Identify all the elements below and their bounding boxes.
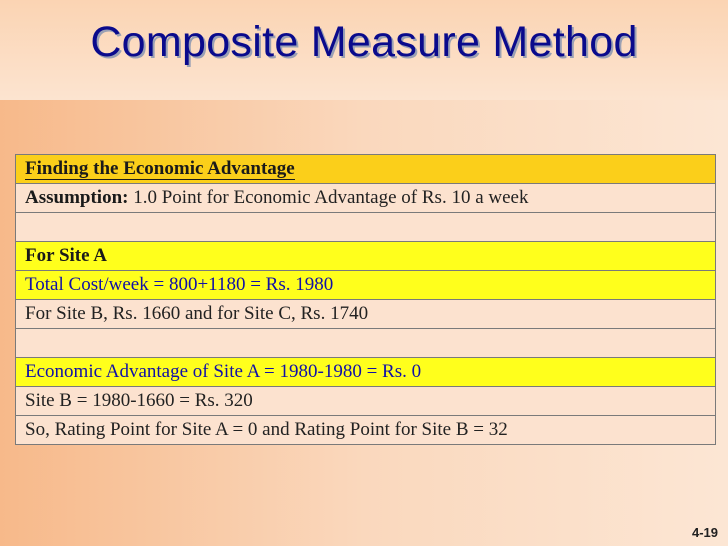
econ-adv-a-row [16, 358, 716, 387]
other-sites-row [16, 300, 716, 329]
econ-adv-a: Economic Advantage of Site A = 1980-1980 = Rs. 0 [25, 361, 422, 382]
site-a-heading-row [16, 242, 716, 271]
site-a-heading: For Site A [25, 245, 107, 266]
page-number: 4-19 [691, 525, 718, 540]
rating: So, Rating Point for Site A = 0 and Rating Point for Site B = 32 [25, 419, 508, 440]
empty-row [16, 329, 716, 358]
total-cost: Total Cost/week = 800+1180 = Rs. 1980 [25, 274, 334, 295]
other-sites: For Site B, Rs. 1660 and for Site C, Rs. 1740 [25, 303, 369, 324]
rating-row [16, 416, 716, 445]
assumption-text: 1.0 Point for Economic Advantage of Rs. 10 a week [133, 187, 529, 208]
assumption-label: Assumption: [25, 187, 129, 208]
site-b-row [16, 387, 716, 416]
table-header: Finding the Economic Advantage [25, 158, 295, 179]
site-b: Site B = 1980-1660 = Rs. 320 [25, 390, 253, 411]
assumption-row [16, 184, 716, 213]
empty-row [16, 213, 716, 242]
slide-title: Composite Measure Method [90, 18, 638, 66]
table-header-row [16, 155, 716, 184]
total-cost-row [16, 271, 716, 300]
economic-advantage-table [15, 154, 716, 445]
